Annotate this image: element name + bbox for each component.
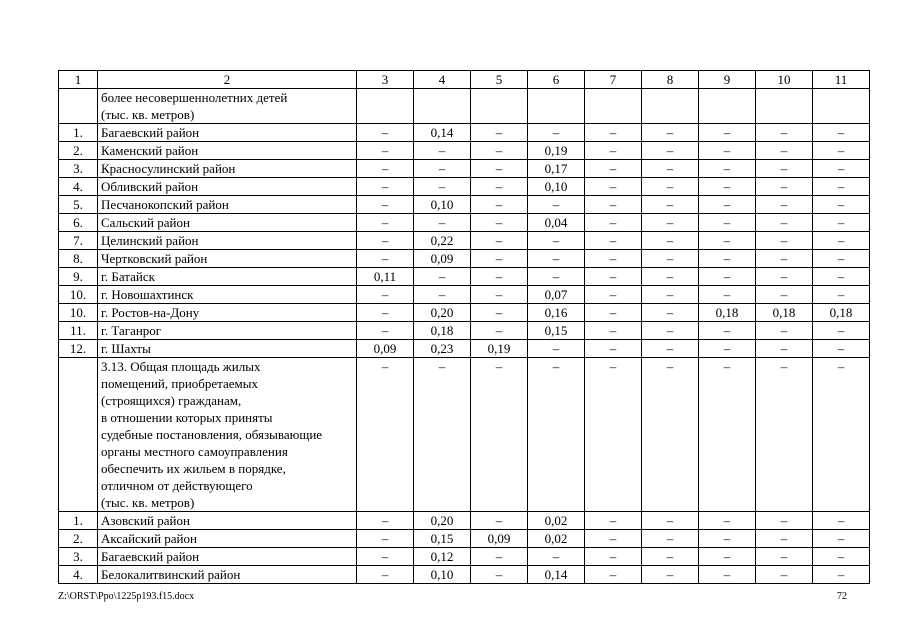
value-cell: 0,09: [414, 250, 471, 268]
value-cell: –: [528, 358, 585, 512]
value-cell: –: [414, 142, 471, 160]
value-cell: –: [756, 530, 813, 548]
row-number: 2.: [59, 142, 98, 160]
value-cell: –: [642, 566, 699, 584]
value-cell: 0,09: [357, 340, 414, 358]
value-cell: –: [813, 196, 870, 214]
row-number: 5.: [59, 196, 98, 214]
table-row: [59, 512, 870, 530]
table-row: [59, 232, 870, 250]
value-cell: 0,18: [813, 304, 870, 322]
value-cell: –: [756, 142, 813, 160]
value-cell: –: [756, 566, 813, 584]
row-number: 9.: [59, 268, 98, 286]
value-cell: –: [699, 178, 756, 196]
value-cell: –: [813, 340, 870, 358]
table-row: [59, 89, 870, 124]
value-cell: –: [642, 214, 699, 232]
value-cell: –: [528, 250, 585, 268]
value-cell: –: [471, 214, 528, 232]
row-number: [59, 89, 98, 124]
value-cell: –: [699, 358, 756, 512]
value-cell: –: [699, 530, 756, 548]
value-cell: –: [813, 530, 870, 548]
value-cell: –: [756, 124, 813, 142]
value-cell: –: [699, 214, 756, 232]
value-cell: –: [357, 512, 414, 530]
value-cell: –: [585, 142, 642, 160]
header-cell: 1: [59, 71, 98, 89]
value-cell: 0,22: [414, 232, 471, 250]
row-name: г. Шахты: [98, 340, 357, 358]
value-cell: 0,02: [528, 512, 585, 530]
value-cell: 0,17: [528, 160, 585, 178]
value-cell: 0,18: [756, 304, 813, 322]
value-cell: 0,19: [471, 340, 528, 358]
value-cell: 0,02: [528, 530, 585, 548]
value-cell: –: [357, 530, 414, 548]
row-name: Песчанокопский район: [98, 196, 357, 214]
value-cell: –: [585, 286, 642, 304]
value-cell: –: [471, 160, 528, 178]
row-name: Азовский район: [98, 512, 357, 530]
row-name: Аксайский район: [98, 530, 357, 548]
value-cell: –: [528, 196, 585, 214]
table-row: [59, 358, 870, 512]
header-cell: 4: [414, 71, 471, 89]
value-cell: –: [471, 548, 528, 566]
value-cell: [528, 89, 585, 124]
row-name: г. Таганрог: [98, 322, 357, 340]
value-cell: –: [699, 142, 756, 160]
value-cell: –: [357, 358, 414, 512]
row-number: 3.: [59, 548, 98, 566]
value-cell: –: [414, 160, 471, 178]
value-cell: –: [471, 142, 528, 160]
value-cell: –: [357, 286, 414, 304]
row-number: 1.: [59, 512, 98, 530]
value-cell: 0,10: [414, 566, 471, 584]
value-cell: [699, 89, 756, 124]
value-cell: –: [756, 548, 813, 566]
value-cell: –: [756, 214, 813, 232]
row-number: 11.: [59, 322, 98, 340]
value-cell: 0,12: [414, 548, 471, 566]
value-cell: –: [357, 214, 414, 232]
value-cell: –: [585, 124, 642, 142]
value-cell: –: [357, 250, 414, 268]
value-cell: –: [585, 358, 642, 512]
value-cell: –: [585, 178, 642, 196]
value-cell: –: [756, 340, 813, 358]
value-cell: –: [642, 142, 699, 160]
value-cell: [642, 89, 699, 124]
row-number: 4.: [59, 566, 98, 584]
value-cell: [414, 89, 471, 124]
value-cell: –: [471, 286, 528, 304]
row-number: 4.: [59, 178, 98, 196]
value-cell: –: [585, 340, 642, 358]
row-number: 7.: [59, 232, 98, 250]
value-cell: –: [471, 178, 528, 196]
value-cell: –: [357, 160, 414, 178]
value-cell: 0,23: [414, 340, 471, 358]
value-cell: –: [471, 124, 528, 142]
value-cell: –: [699, 196, 756, 214]
value-cell: 0,20: [414, 304, 471, 322]
value-cell: 0,11: [357, 268, 414, 286]
value-cell: 0,20: [414, 512, 471, 530]
row-name: Целинский район: [98, 232, 357, 250]
row-number: 12.: [59, 340, 98, 358]
value-cell: –: [813, 232, 870, 250]
value-cell: –: [756, 268, 813, 286]
row-number: 10.: [59, 286, 98, 304]
value-cell: –: [414, 286, 471, 304]
value-cell: –: [756, 160, 813, 178]
file-path: Z:\ORST\Ppo\1225p193.f15.docx: [58, 591, 195, 602]
value-cell: –: [642, 124, 699, 142]
row-name: г. Новошахтинск: [98, 286, 357, 304]
row-name: Чертковский район: [98, 250, 357, 268]
value-cell: –: [813, 142, 870, 160]
header-cell: 10: [756, 71, 813, 89]
value-cell: –: [813, 286, 870, 304]
row-number: 8.: [59, 250, 98, 268]
row-name: г. Ростов-на-Дону: [98, 304, 357, 322]
value-cell: –: [471, 250, 528, 268]
value-cell: –: [813, 250, 870, 268]
value-cell: [756, 89, 813, 124]
value-cell: –: [642, 178, 699, 196]
table-row: [59, 340, 870, 358]
value-cell: –: [642, 160, 699, 178]
header-cell: 9: [699, 71, 756, 89]
row-number: 2.: [59, 530, 98, 548]
value-cell: –: [642, 268, 699, 286]
value-cell: 0,07: [528, 286, 585, 304]
value-cell: –: [699, 340, 756, 358]
value-cell: 0,18: [414, 322, 471, 340]
value-cell: –: [471, 512, 528, 530]
value-cell: –: [642, 512, 699, 530]
value-cell: 0,19: [528, 142, 585, 160]
value-cell: –: [585, 512, 642, 530]
value-cell: –: [642, 322, 699, 340]
value-cell: –: [699, 286, 756, 304]
header-cell: 8: [642, 71, 699, 89]
value-cell: –: [357, 322, 414, 340]
value-cell: –: [471, 304, 528, 322]
value-cell: –: [357, 232, 414, 250]
row-name: Сальский район: [98, 214, 357, 232]
value-cell: –: [699, 322, 756, 340]
value-cell: –: [642, 548, 699, 566]
table-row: [59, 322, 870, 340]
row-number: 3.: [59, 160, 98, 178]
header-cell: 11: [813, 71, 870, 89]
value-cell: –: [642, 232, 699, 250]
value-cell: [585, 89, 642, 124]
value-cell: –: [414, 214, 471, 232]
row-number: 10.: [59, 304, 98, 322]
value-cell: –: [585, 268, 642, 286]
value-cell: –: [642, 196, 699, 214]
value-cell: –: [813, 160, 870, 178]
value-cell: –: [357, 304, 414, 322]
value-cell: 0,10: [414, 196, 471, 214]
row-name: более несовершеннолетних детей (тыс. кв. метров): [98, 89, 357, 124]
value-cell: –: [642, 340, 699, 358]
value-cell: –: [699, 160, 756, 178]
value-cell: –: [471, 566, 528, 584]
table-row: [59, 548, 870, 566]
table-row: [59, 196, 870, 214]
value-cell: 0,14: [414, 124, 471, 142]
value-cell: 0,04: [528, 214, 585, 232]
table-row: [59, 304, 870, 322]
value-cell: –: [357, 178, 414, 196]
value-cell: –: [471, 196, 528, 214]
value-cell: –: [414, 268, 471, 286]
value-cell: –: [357, 196, 414, 214]
value-cell: –: [357, 124, 414, 142]
table-row: [59, 124, 870, 142]
value-cell: –: [585, 566, 642, 584]
value-cell: –: [414, 178, 471, 196]
table-row: [59, 268, 870, 286]
value-cell: –: [699, 232, 756, 250]
value-cell: 0,14: [528, 566, 585, 584]
value-cell: –: [756, 512, 813, 530]
value-cell: –: [471, 232, 528, 250]
table-row: [59, 250, 870, 268]
header-row: [59, 71, 870, 89]
data-table: [58, 70, 870, 584]
value-cell: –: [585, 196, 642, 214]
value-cell: –: [585, 214, 642, 232]
header-cell: 5: [471, 71, 528, 89]
value-cell: [813, 89, 870, 124]
value-cell: –: [528, 232, 585, 250]
row-name: 3.13. Общая площадь жилых помещений, приобретаемых (строящихся) гражданам, в отношении которых приняты судебные постановления, обязывающие органы местного самоуправления обеспечить их жильем в порядке, отличном от действующего (тыс. кв. метров): [98, 358, 357, 512]
value-cell: 0,16: [528, 304, 585, 322]
value-cell: –: [813, 512, 870, 530]
value-cell: –: [699, 512, 756, 530]
value-cell: –: [642, 304, 699, 322]
value-cell: –: [642, 250, 699, 268]
value-cell: –: [756, 232, 813, 250]
value-cell: –: [813, 124, 870, 142]
row-name: г. Батайск: [98, 268, 357, 286]
header-cell: 7: [585, 71, 642, 89]
value-cell: –: [699, 566, 756, 584]
value-cell: –: [813, 178, 870, 196]
value-cell: –: [756, 196, 813, 214]
table-row: [59, 530, 870, 548]
value-cell: –: [414, 358, 471, 512]
value-cell: 0,15: [414, 530, 471, 548]
value-cell: –: [585, 304, 642, 322]
value-cell: –: [813, 214, 870, 232]
table-row: [59, 214, 870, 232]
row-number: 1.: [59, 124, 98, 142]
value-cell: –: [642, 530, 699, 548]
value-cell: –: [813, 358, 870, 512]
header-cell: 6: [528, 71, 585, 89]
value-cell: –: [528, 340, 585, 358]
value-cell: –: [756, 322, 813, 340]
value-cell: 0,10: [528, 178, 585, 196]
value-cell: –: [471, 358, 528, 512]
value-cell: –: [756, 286, 813, 304]
value-cell: –: [813, 322, 870, 340]
row-name: Каменский район: [98, 142, 357, 160]
value-cell: –: [471, 268, 528, 286]
value-cell: –: [642, 286, 699, 304]
table-row: [59, 286, 870, 304]
value-cell: –: [357, 548, 414, 566]
value-cell: 0,09: [471, 530, 528, 548]
value-cell: –: [699, 250, 756, 268]
value-cell: –: [756, 250, 813, 268]
value-cell: –: [585, 548, 642, 566]
table-row: [59, 566, 870, 584]
value-cell: –: [585, 322, 642, 340]
row-name: Багаевский район: [98, 124, 357, 142]
value-cell: –: [528, 124, 585, 142]
value-cell: –: [357, 566, 414, 584]
row-name: Багаевский район: [98, 548, 357, 566]
value-cell: –: [699, 124, 756, 142]
value-cell: –: [528, 548, 585, 566]
value-cell: [471, 89, 528, 124]
value-cell: –: [642, 358, 699, 512]
row-name: Обливский район: [98, 178, 357, 196]
value-cell: –: [585, 250, 642, 268]
value-cell: –: [357, 142, 414, 160]
value-cell: [357, 89, 414, 124]
value-cell: 0,15: [528, 322, 585, 340]
header-cell: 2: [98, 71, 357, 89]
value-cell: –: [585, 530, 642, 548]
table-row: [59, 178, 870, 196]
value-cell: –: [528, 268, 585, 286]
header-cell: 3: [357, 71, 414, 89]
value-cell: –: [471, 322, 528, 340]
row-name: Белокалитвинский район: [98, 566, 357, 584]
table-row: [59, 142, 870, 160]
value-cell: –: [756, 178, 813, 196]
value-cell: –: [813, 548, 870, 566]
value-cell: –: [813, 566, 870, 584]
value-cell: –: [585, 160, 642, 178]
value-cell: –: [699, 268, 756, 286]
value-cell: –: [699, 548, 756, 566]
value-cell: –: [813, 268, 870, 286]
value-cell: –: [585, 232, 642, 250]
row-number: 6.: [59, 214, 98, 232]
value-cell: 0,18: [699, 304, 756, 322]
page-number: 72: [837, 591, 847, 602]
row-name: Красносулинский район: [98, 160, 357, 178]
table-row: [59, 160, 870, 178]
row-number: [59, 358, 98, 512]
value-cell: –: [756, 358, 813, 512]
